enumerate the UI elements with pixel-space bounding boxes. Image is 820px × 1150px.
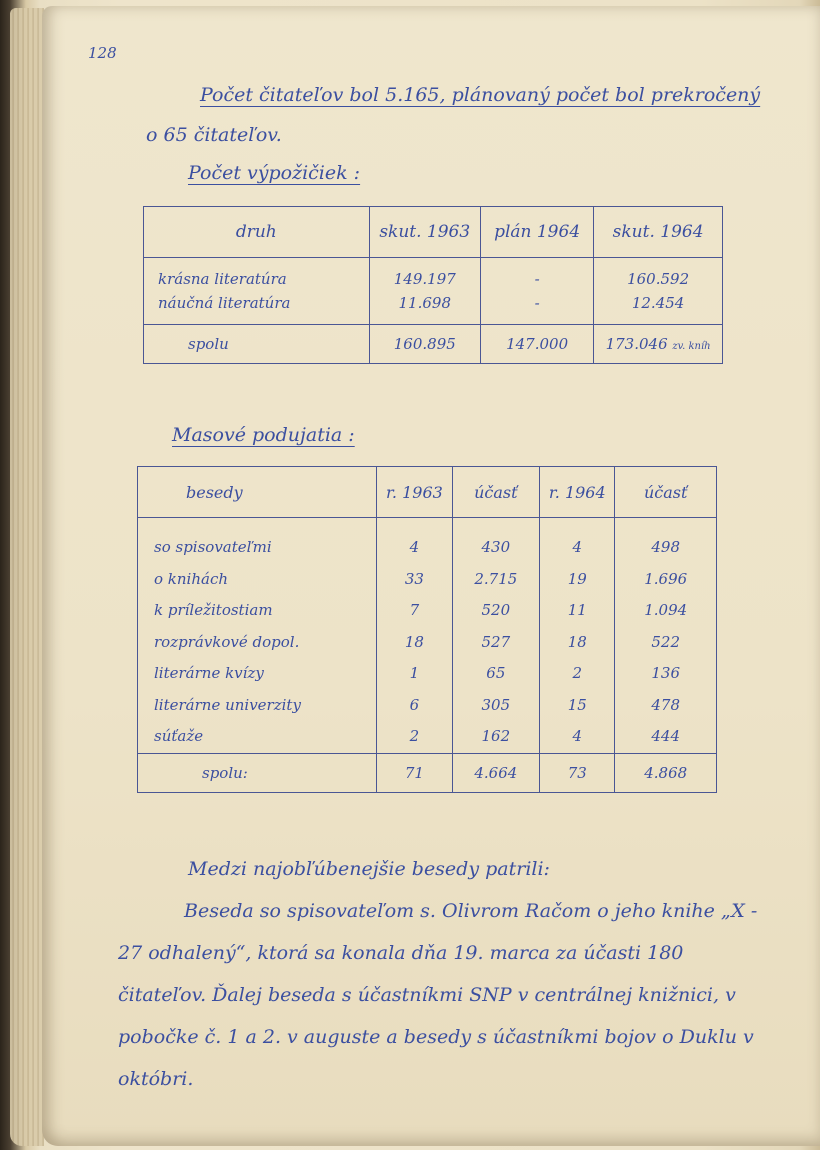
event-value: 136 bbox=[651, 664, 681, 682]
event-value: 4 bbox=[409, 538, 420, 556]
events-header-type: besedy bbox=[138, 467, 377, 518]
event-label: literárne kvízy bbox=[154, 664, 264, 682]
event-value: 19 bbox=[567, 569, 587, 588]
event-value: 15 bbox=[567, 695, 587, 714]
loans-heading: Počet výpožičiek : bbox=[188, 162, 361, 184]
loans-value: 149.197 bbox=[393, 270, 456, 288]
events-total-row bbox=[138, 753, 717, 792]
loans-1964-cell bbox=[594, 258, 723, 325]
loans-table bbox=[143, 206, 723, 364]
events-labels-cell bbox=[138, 518, 377, 754]
page-number: 128 bbox=[88, 44, 117, 62]
loans-total-label: spolu bbox=[144, 325, 370, 364]
event-value: 305 bbox=[481, 695, 511, 714]
closing-title: Medzi najobľúbenejšie besedy patrili: bbox=[188, 858, 550, 880]
event-value: 6 bbox=[409, 695, 420, 714]
event-value: 11 bbox=[567, 601, 587, 619]
event-value: 1.094 bbox=[644, 601, 688, 619]
loans-total-plan-1964: 147.000 bbox=[481, 325, 594, 364]
event-value: 520 bbox=[481, 601, 511, 619]
loans-value: 11.698 bbox=[398, 294, 452, 312]
event-value: 522 bbox=[651, 632, 681, 651]
event-value: 7 bbox=[409, 601, 420, 619]
event-value: 18 bbox=[404, 632, 424, 651]
loans-type-cell bbox=[144, 258, 370, 325]
event-label: rozprávkové dopol. bbox=[154, 632, 300, 651]
loans-row-label: krásna literatúra bbox=[158, 270, 287, 288]
closing-body: Beseda so spisovateľom s. Olivrom Račom o jeho knihe „X - 27 odhalený“, ktorá sa konala dňa 19. marca za účasti 180 čitateľov. Ďalej beseda s účastníkmi SNP v centrálnej knižnici, v pobočke č. 1 a 2. v auguste a besedy s účastníkmi bojov o Duklu v októbri. bbox=[118, 900, 758, 1090]
closing-paragraph bbox=[118, 848, 768, 1100]
event-value: 498 bbox=[651, 538, 681, 556]
loans-body-row bbox=[144, 258, 723, 325]
events-total-r1964: 73 bbox=[540, 753, 615, 792]
events-total-label: spolu: bbox=[138, 753, 377, 792]
loans-value: 12.454 bbox=[631, 294, 685, 312]
page-stack-edge bbox=[10, 8, 44, 1146]
events-u1963-cell bbox=[452, 518, 540, 754]
loans-total-1964: 173.046 bbox=[605, 335, 668, 353]
event-value: 430 bbox=[481, 538, 511, 556]
loans-value: - bbox=[534, 270, 540, 288]
loans-header-row bbox=[144, 207, 723, 258]
loans-plan-cell bbox=[481, 258, 594, 325]
loans-header-1964: skut. 1964 bbox=[594, 207, 723, 258]
event-label: o knihách bbox=[154, 569, 229, 588]
event-value: 444 bbox=[651, 727, 681, 745]
event-value: 478 bbox=[651, 695, 681, 714]
loans-total-1964-cell bbox=[594, 325, 723, 364]
events-u1964-cell bbox=[615, 518, 717, 754]
event-label: so spisovateľmi bbox=[154, 538, 272, 556]
events-header-u1963: účasť bbox=[452, 467, 540, 518]
events-table bbox=[137, 466, 717, 793]
readers-sentence-line2: o 65 čitateľov. bbox=[146, 124, 282, 146]
event-value: 4 bbox=[572, 727, 583, 745]
event-label: k príležitostiam bbox=[154, 601, 273, 619]
event-label: súťaže bbox=[154, 727, 204, 745]
events-total-r1963: 71 bbox=[377, 753, 452, 792]
events-heading: Masové podujatia : bbox=[172, 424, 355, 446]
loans-total-unit: zv. kníh bbox=[672, 341, 711, 352]
loans-total-1963: 160.895 bbox=[369, 325, 480, 364]
event-value: 527 bbox=[481, 632, 511, 651]
events-header-r1964: r. 1964 bbox=[540, 467, 615, 518]
events-header-row bbox=[138, 467, 717, 518]
event-label: literárne univerzity bbox=[154, 695, 301, 714]
loans-row-label: náučná literatúra bbox=[158, 294, 291, 312]
events-r1963-cell bbox=[377, 518, 452, 754]
event-value: 4 bbox=[572, 538, 583, 556]
loans-header-1963: skut. 1963 bbox=[369, 207, 480, 258]
event-value: 2.715 bbox=[474, 569, 518, 588]
event-value: 1 bbox=[409, 664, 420, 682]
event-value: 2 bbox=[409, 727, 420, 745]
event-value: 162 bbox=[481, 727, 511, 745]
readers-sentence-line1: Počet čitateľov bol 5.165, plánovaný počet bol prekročený bbox=[200, 84, 761, 106]
loans-1963-cell bbox=[369, 258, 480, 325]
loans-total-row bbox=[144, 325, 723, 364]
loans-value: - bbox=[534, 294, 540, 312]
event-value: 18 bbox=[567, 632, 587, 651]
loans-value: 160.592 bbox=[627, 270, 690, 288]
event-value: 2 bbox=[572, 664, 583, 682]
loans-header-type: druh bbox=[144, 207, 370, 258]
events-total-u1963: 4.664 bbox=[452, 753, 540, 792]
events-body-row bbox=[138, 518, 717, 754]
events-total-u1964: 4.868 bbox=[615, 753, 717, 792]
event-value: 33 bbox=[404, 569, 424, 588]
loans-header-plan-1964: plán 1964 bbox=[481, 207, 594, 258]
event-value: 1.696 bbox=[644, 569, 688, 588]
events-r1964-cell bbox=[540, 518, 615, 754]
event-value: 65 bbox=[486, 664, 506, 682]
events-header-r1963: r. 1963 bbox=[377, 467, 452, 518]
events-header-u1964: účasť bbox=[615, 467, 717, 518]
